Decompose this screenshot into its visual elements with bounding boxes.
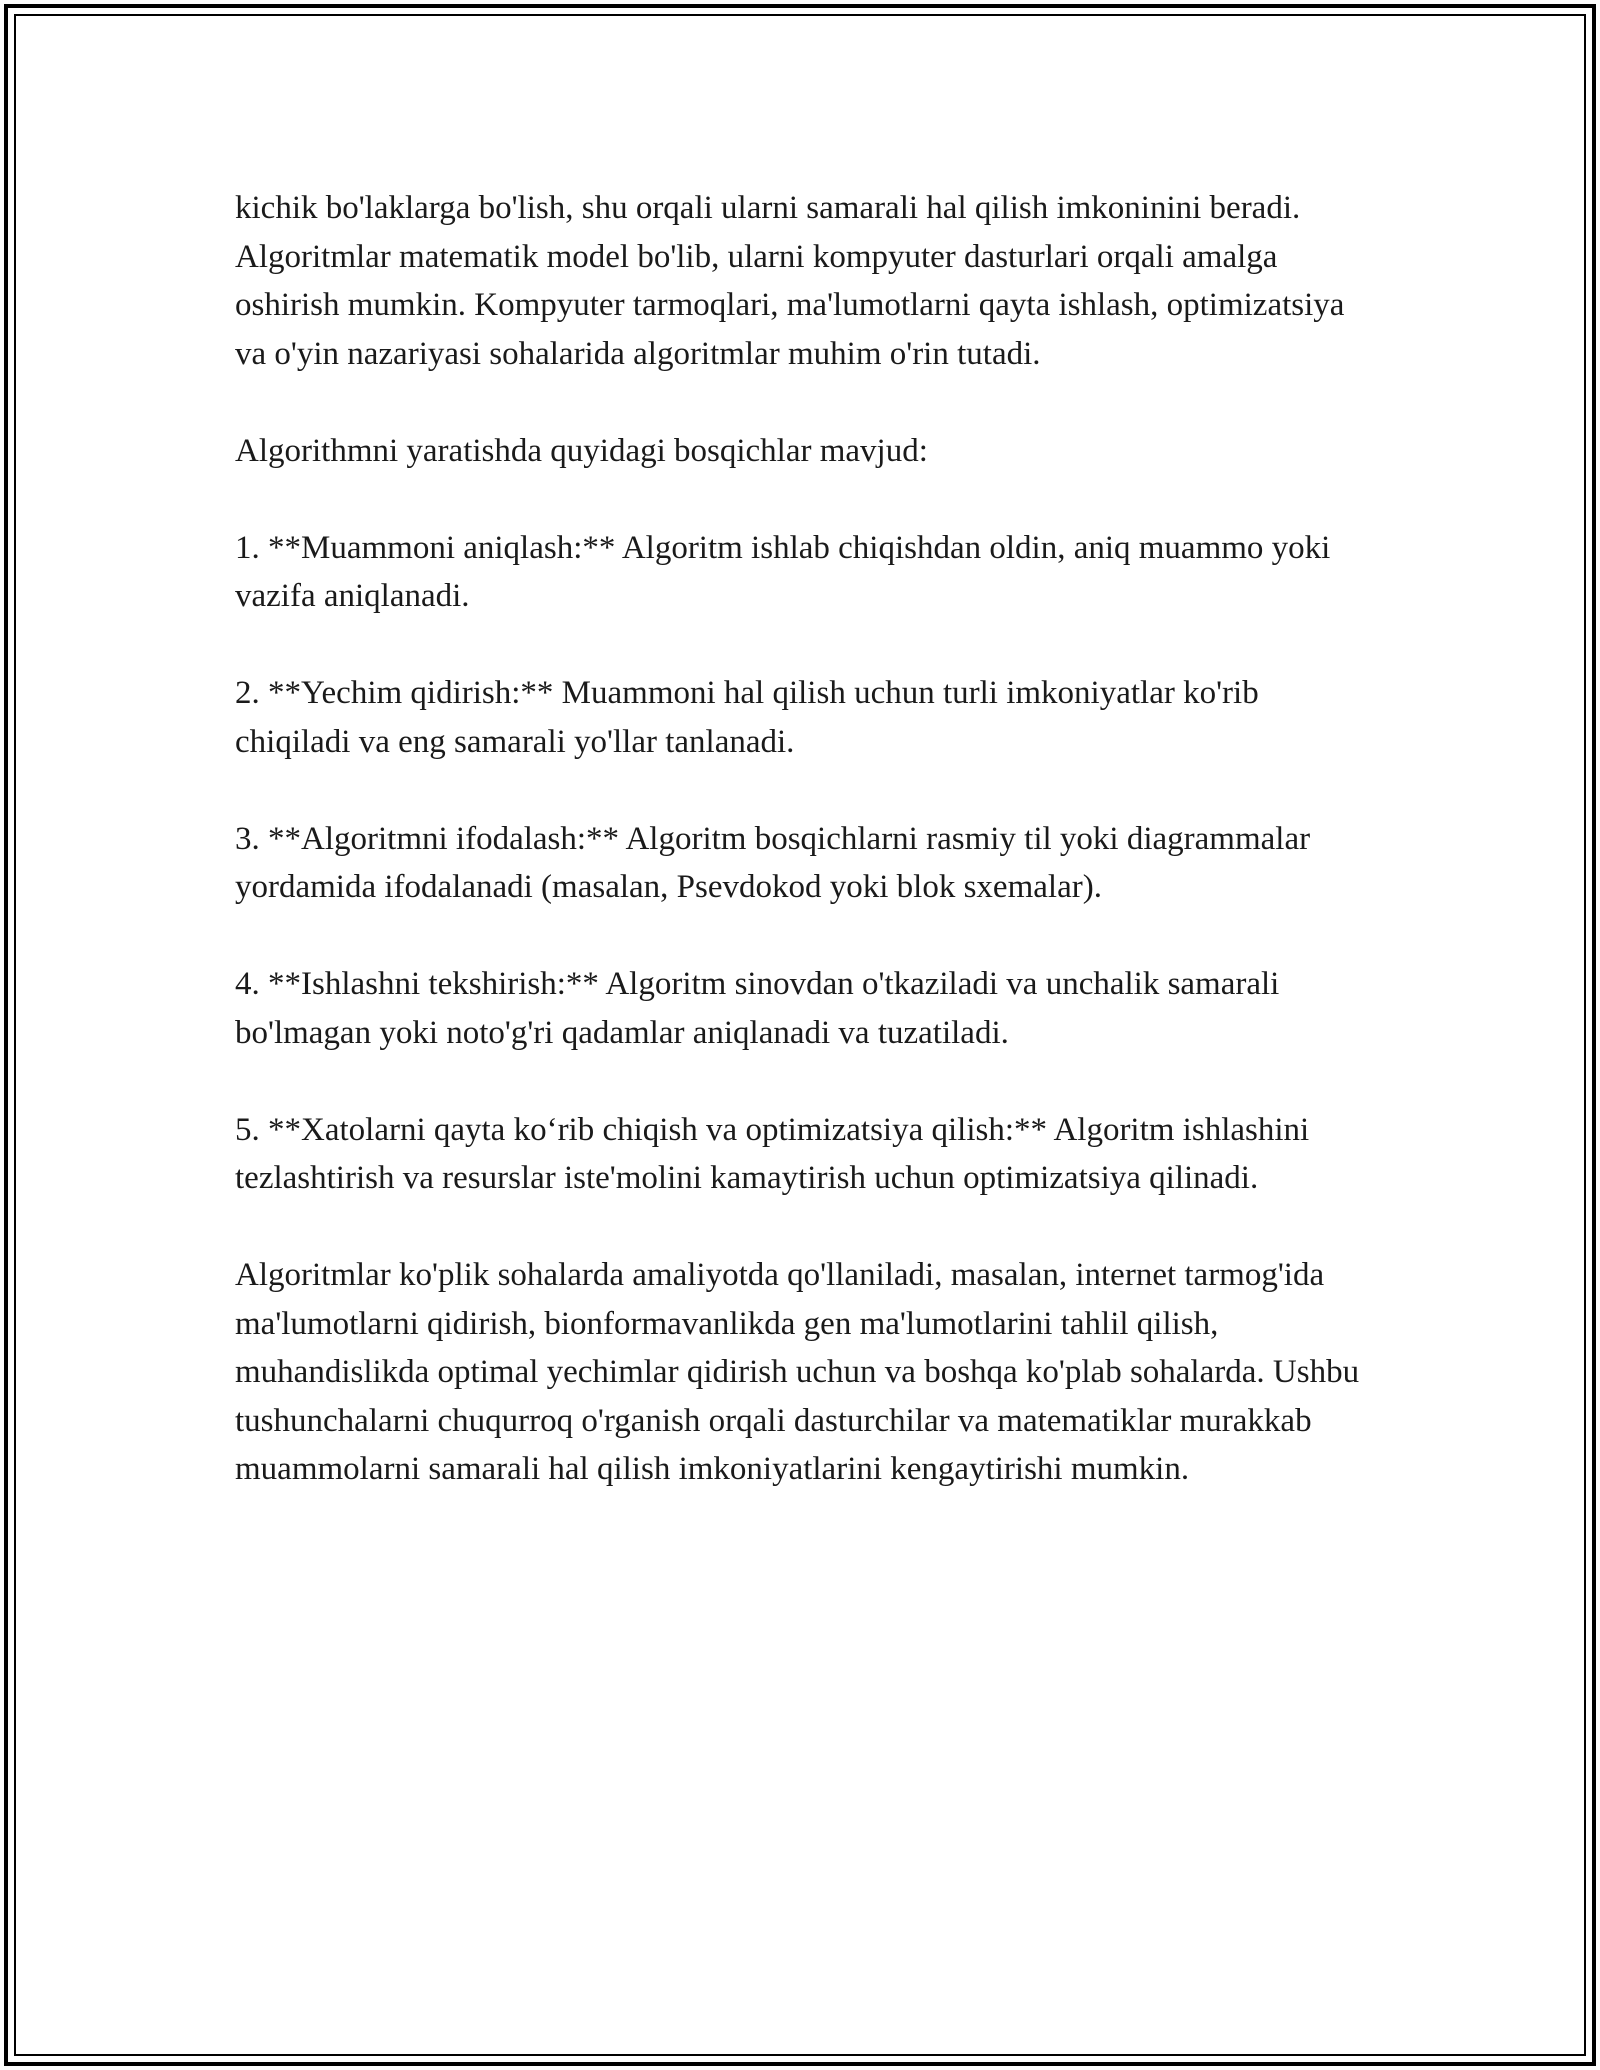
list-item-step-2: 2. **Yechim qidirish:** Muammoni hal qilish uchun turli imkoniyatlar ko'rib chiqiladi va eng samarali yo'llar tanlanadi.: [235, 675, 1259, 760]
paragraph-steps-heading: Algorithmni yaratishda quyidagi bosqichlar mavjud:: [235, 432, 928, 469]
list-item-step-1: 1. **Muammoni aniqlash:** Algoritm ishlab chiqishdan oldin, aniq muammo yoki vazifa aniqlanadi.: [235, 529, 1331, 614]
document-body: [235, 184, 1375, 1494]
list-item-step-3: 3. **Algoritmni ifodalash:** Algoritm bosqichlarni rasmiy til yoki diagrammalar yordamida ifodalanadi (masalan, Psevdokod yoki blok sxemalar).: [235, 820, 1311, 905]
list-item-step-5: 5. **Xatolarni qayta ko‘rib chiqish va optimizatsiya qilish:** Algoritm ishlashini tezlashtirish va resurslar iste'molini kamaytirish uchun optimizatsiya qilinadi.: [235, 1111, 1310, 1196]
paragraph-intro-continued: kichik bo'laklarga bo'lish, shu orqali ularni samarali hal qilish imkoninini beradi. Algoritmlar matematik model bo'lib, ularni kompyuter dasturlari orqali amalga oshirish mumkin. Kompyuter tarmoqlari, ma'lumotlarni qayta ishlash, optimizatsiya va o'yin nazariyasi sohalarida algoritmlar muhim o'rin tutadi.: [235, 190, 1345, 372]
paragraph-conclusion: Algoritmlar ko'plik sohalarda amaliyotda qo'llaniladi, masalan, internet tarmog'ida ma'lumotlarni qidirish, bionformavanlikda gen ma'lumotlarini tahlil qilish, muhandislikda optimal yechimlar qidirish uchun va boshqa ko'plab sohalarda. Ushbu tushunchalarni chuqurroq o'rganish orqali dasturchilar va matematiklar murakkab muammolarni samarali hal qilish imkoniyatlarini kengaytirishi mumkin.: [235, 1257, 1360, 1487]
list-item-step-4: 4. **Ishlashni tekshirish:** Algoritm sinovdan o'tkaziladi va unchalik samarali bo'lmagan yoki noto'g'ri qadamlar aniqlanadi va tuzatiladi.: [235, 966, 1280, 1051]
